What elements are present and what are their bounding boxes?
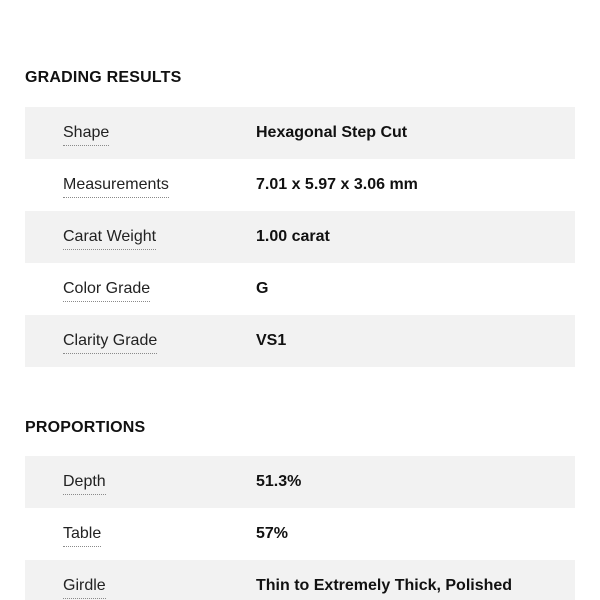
girdle-label[interactable]: Girdle: [63, 576, 106, 599]
grading-results-table: [25, 107, 575, 367]
measurements-value: 7.01 x 5.97 x 3.06 mm: [256, 176, 418, 193]
shape-value: Hexagonal Step Cut: [256, 124, 408, 141]
depth-label[interactable]: Depth: [63, 472, 106, 495]
grading-results-heading: GRADING RESULTS: [25, 69, 182, 86]
proportions-table: [25, 456, 575, 600]
table-row-carat-weight: [25, 211, 575, 263]
clarity-grade-value: VS1: [256, 332, 287, 349]
table-row-depth: [25, 456, 575, 508]
table-row-table: [25, 508, 575, 560]
table-row-shape: [25, 107, 575, 159]
carat-weight-label[interactable]: Carat Weight: [63, 227, 156, 250]
shape-label[interactable]: Shape: [63, 123, 109, 146]
depth-value: 51.3%: [256, 473, 302, 490]
color-grade-value: G: [256, 280, 269, 297]
girdle-value: Thin to Extremely Thick, Polished: [256, 577, 513, 594]
clarity-grade-label[interactable]: Clarity Grade: [63, 331, 157, 354]
table-label[interactable]: Table: [63, 524, 101, 547]
table-value: 57%: [256, 525, 289, 542]
carat-weight-value: 1.00 carat: [256, 228, 330, 245]
proportions-heading: PROPORTIONS: [25, 419, 146, 436]
table-row-color-grade: [25, 263, 575, 315]
table-row-measurements: [25, 159, 575, 211]
table-row-clarity-grade: [25, 315, 575, 367]
table-row-girdle: [25, 560, 575, 600]
measurements-label[interactable]: Measurements: [63, 175, 169, 198]
color-grade-label[interactable]: Color Grade: [63, 279, 150, 302]
